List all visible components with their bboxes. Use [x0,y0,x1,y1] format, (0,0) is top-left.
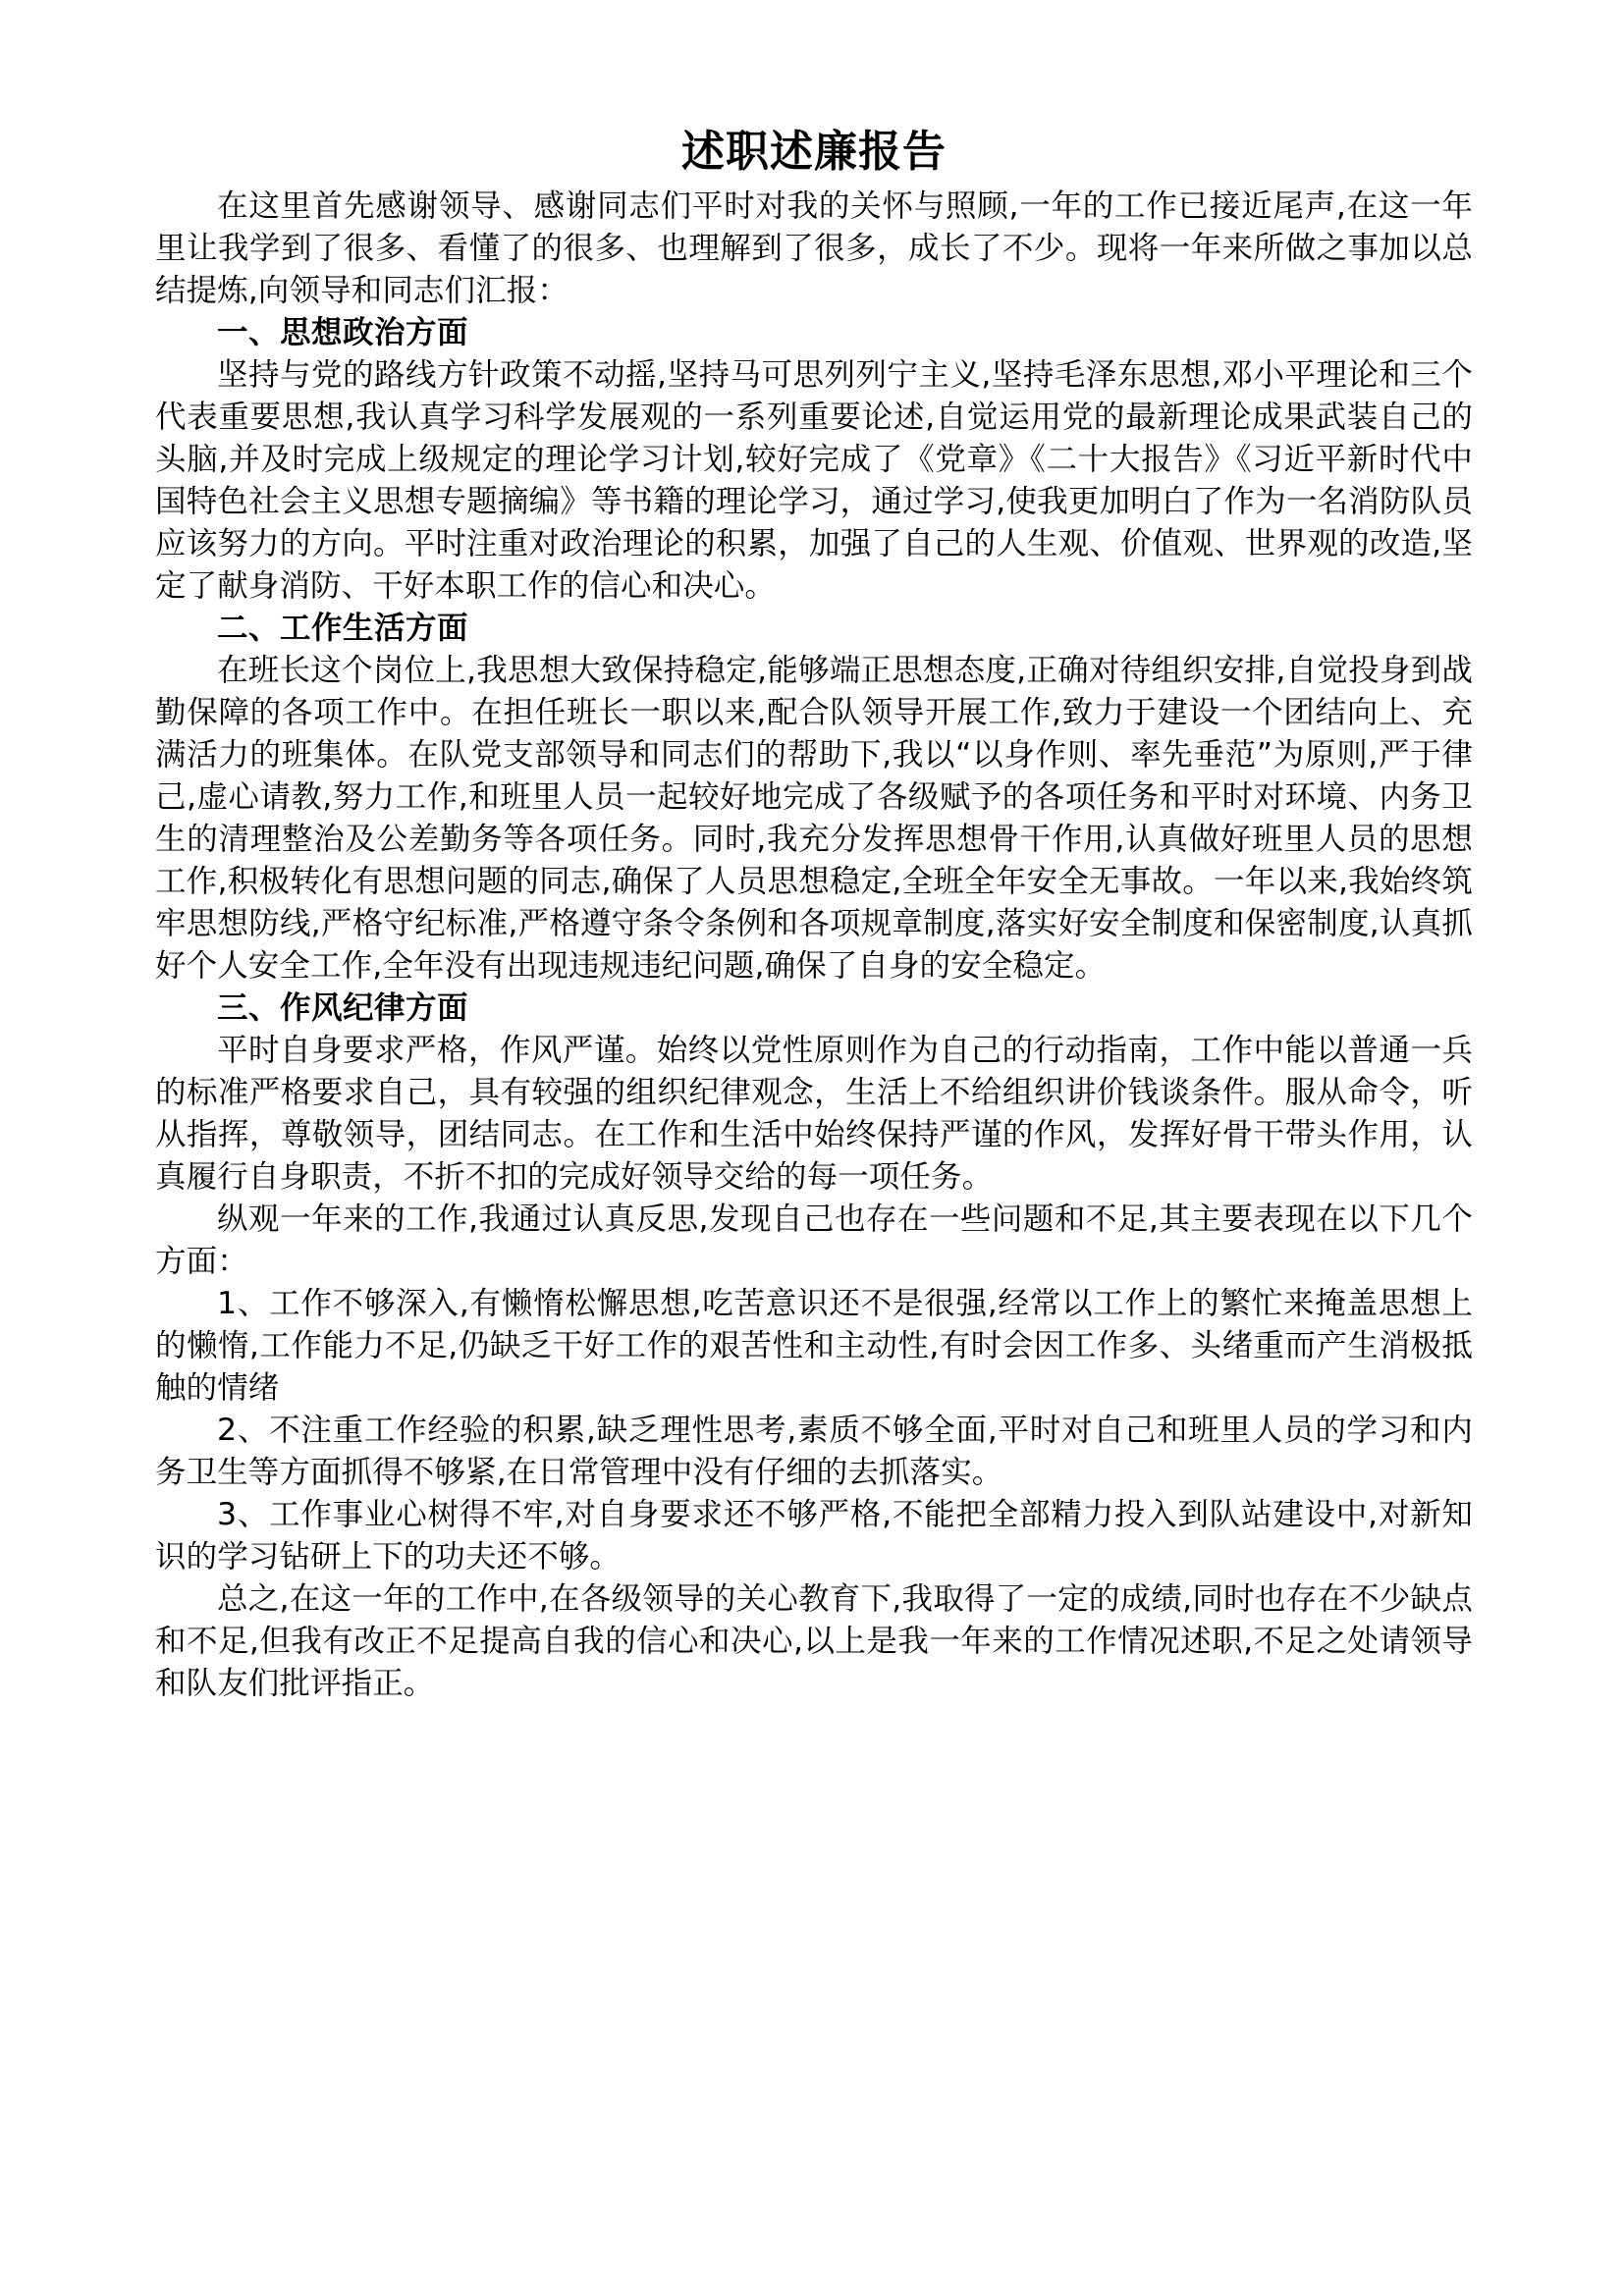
section-heading-2: 二、工作生活方面 [217,610,469,646]
paragraph-section-2-body: 在班长这个岗位上,我思想大致保持稳定,能够端正思想态度,正确对待组织安排,自觉投身到战勤保障的各项工作中。在担任班长一职以来,配合队领导开展工作,致力于建设一个团结向上、充满活力的班集体。在队党支部领导和同志们的帮助下,我以“以身作则、率先垂范”为原则,严于律己,虚心请教,努力工作,和班里人员一起较好地完成了各级赋予的各项任务和平时对环境、内务卫生的清理整治及公差勤务等各项任务。同时,我充分发挥思想骨干作用,认真做好班里人员的思想工作,积极转化有思想问题的同志,确保了人员思想稳定,全班全年安全无事故。一年以来,我始终筑牢思想防线,严格守纪标准,严格遵守条令条例和各项规章制度,落实好安全制度和保密制度,认真抓好个人安全工作,全年没有出现违规违纪问题,确保了自身的安全稳定。 [155,652,1473,984]
paragraph-intro: 在这里首先感谢领导、感谢同志们平时对我的关怀与照顾,一年的工作已接近尾声,在这一年里让我学到了很多、看懂了的很多、也理解到了很多，成长了不少。现将一年来所做之事加以总结提炼,向领导和同志们汇报： [155,187,1473,308]
page-title: 述职述廉报告 [681,127,947,177]
document-body [155,126,1473,1705]
paragraph-conclusion: 总之,在这一年的工作中,在各级领导的关心教育下,我取得了一定的成绩,同时也存在不少缺点和不足,但我有改正不足提高自我的信心和决心,以上是我一年来的工作情况述职,不足之处请领导和队友们批评指正。 [155,1580,1473,1701]
section-heading-1: 一、思想政治方面 [217,314,469,350]
paragraph-section-3-body: 平时自身要求严格，作风严谨。始终以党性原则作为自己的行动指南，工作中能以普通一兵的标准严格要求自己，具有较强的组织纪律观念，生活上不给组织讲价钱谈条件。服从命令，听从指挥，尊敬领导，团结同志。在工作和生活中始终保持严谨的作风，发挥好骨干带头作用，认真履行自身职责，不折不扣的完成好领导交给的每一项任务。 [155,1032,1473,1195]
paragraph-problem-1: 1、工作不够深入,有懒惰松懈思想,吃苦意识还不是很强,经常以工作上的繁忙来掩盖思想上的懒惰,工作能力不足,仍缺乏干好工作的艰苦性和主动性,有时会因工作多、头绪重而产生消极抵触的情绪 [155,1285,1473,1406]
paragraph-problem-3: 3、工作事业心树得不牢,对自身要求还不够严格,不能把全部精力投入到队站建设中,对新知识的学习钻研上下的功夫还不够。 [155,1496,1473,1575]
section-heading-3: 三、作风纪律方面 [217,989,469,1026]
paragraph-section-1-body: 坚持与党的路线方针政策不动摇,坚持马可思列列宁主义,坚持毛泽东思想,邓小平理论和三个代表重要思想,我认真学习科学发展观的一系列重要论述,自觉运用党的最新理论成果武装自己的头脑,并及时完成上级规定的理论学习计划,较好完成了《党章》《二十大报告》《习近平新时代中国特色社会主义思想专题摘编》等书籍的理论学习，通过学习,使我更加明白了作为一名消防队员应该努力的方向。平时注重对政治理论的积累，加强了自己的人生观、价值观、世界观的改造,坚定了献身消防、干好本职工作的信心和决心。 [155,356,1473,604]
paragraph-problems-intro: 纵观一年来的工作,我通过认真反思,发现自己也存在一些问题和不足,其主要表现在以下几个方面： [155,1201,1473,1279]
paragraph-problem-2: 2、不注重工作经验的积累,缺乏理性思考,素质不够全面,平时对自己和班里人员的学习和内务卫生等方面抓得不够紧,在日常管理中没有仔细的去抓落实。 [155,1412,1473,1490]
